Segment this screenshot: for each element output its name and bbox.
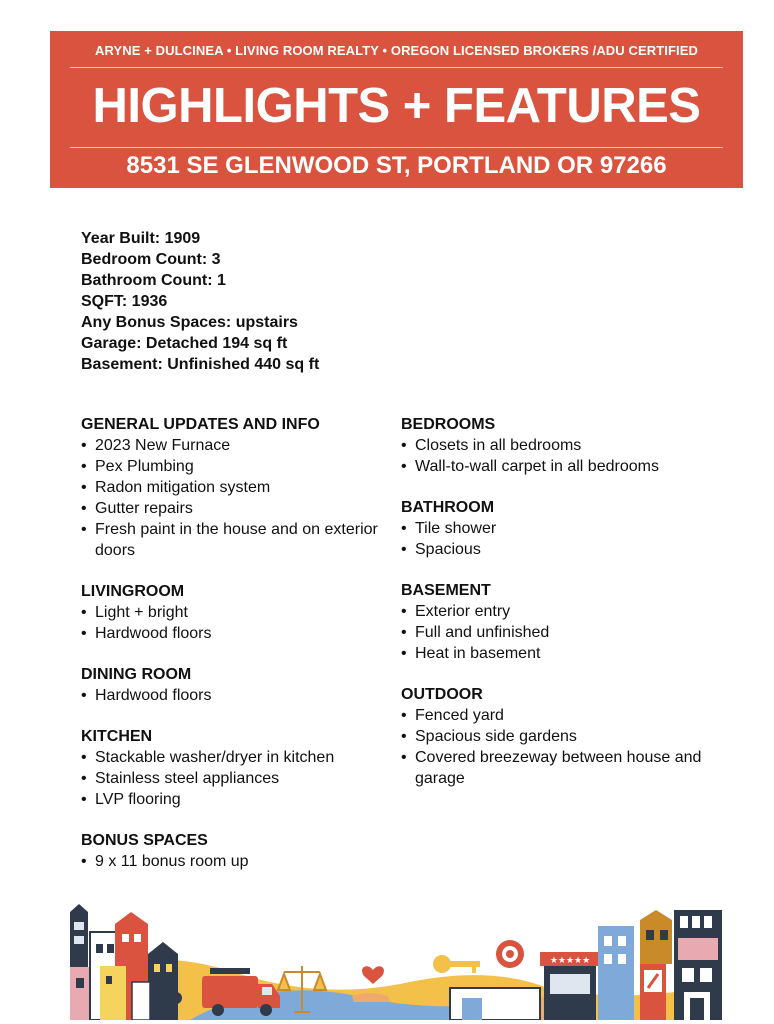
section-bonus-spaces <box>81 830 401 872</box>
page-title: HIGHLIGHTS + FEATURES <box>92 79 701 133</box>
svg-text:★★★★★: ★★★★★ <box>549 956 591 966</box>
list-item: • Stainless steel appliances <box>81 768 401 789</box>
section-dining-room <box>81 664 401 706</box>
list-item: • Stackable washer/dryer in kitchen <box>81 747 401 768</box>
list-item: • Light + bright <box>81 602 401 623</box>
list-item: • 2023 New Furnace <box>81 435 401 456</box>
features-column-left <box>81 414 401 892</box>
section-heading: BEDROOMS <box>401 416 496 433</box>
section-livingroom <box>81 581 401 644</box>
fact-basement: Basement: Unfinished 440 sq ft <box>81 356 320 373</box>
section-heading: LIVINGROOM <box>81 583 185 600</box>
section-heading: BASEMENT <box>401 582 491 599</box>
list-item: • Spacious <box>401 539 721 560</box>
list-item: • Radon mitigation system <box>81 477 401 498</box>
fact-bonus-spaces: Any Bonus Spaces: upstairs <box>81 314 298 331</box>
list-item: • Tile shower <box>401 518 721 539</box>
list-item: • 9 x 11 bonus room up <box>81 851 401 872</box>
fact-bathroom-count: Bathroom Count: 1 <box>81 272 226 289</box>
section-bedrooms <box>401 414 721 477</box>
property-address: 8531 SE GLENWOOD ST, PORTLAND OR 97266 <box>126 152 667 179</box>
section-heading: GENERAL UPDATES AND INFO <box>81 416 320 433</box>
features-column-right <box>401 414 721 809</box>
key-icon <box>433 955 480 973</box>
list-item: • Full and unfinished <box>401 622 721 643</box>
banner-divider-bottom <box>70 147 723 148</box>
section-heading: BATHROOM <box>401 499 495 516</box>
list-item: • Fresh paint in the house and on exterior doors <box>81 519 401 561</box>
section-heading: BONUS SPACES <box>81 832 208 849</box>
list-item: • Hardwood floors <box>81 623 401 644</box>
fact-garage: Garage: Detached 194 sq ft <box>81 335 288 352</box>
heart-hand-icon <box>352 966 390 1002</box>
list-item: • LVP flooring <box>81 789 401 810</box>
header-banner <box>50 31 743 188</box>
fact-year-built: Year Built: 1909 <box>81 230 201 247</box>
section-heading: DINING ROOM <box>81 666 192 683</box>
section-heading: KITCHEN <box>81 728 153 745</box>
section-kitchen <box>81 726 401 810</box>
list-item: • Fenced yard <box>401 705 721 726</box>
list-item: • Hardwood floors <box>81 685 401 706</box>
section-heading: OUTDOOR <box>401 686 483 703</box>
list-item: • Exterior entry <box>401 601 721 622</box>
section-bathroom <box>401 497 721 560</box>
list-item: • Covered breezeway between house and garage <box>401 747 721 789</box>
neighborhood-illustration <box>70 904 722 1020</box>
fact-sqft: SQFT: 1936 <box>81 293 168 310</box>
list-item: • Heat in basement <box>401 643 721 664</box>
list-item: • Pex Plumbing <box>81 456 401 477</box>
list-item: • Closets in all bedrooms <box>401 435 721 456</box>
houses-icon <box>70 904 182 1020</box>
list-item: • Gutter repairs <box>81 498 401 519</box>
section-outdoor <box>401 684 721 789</box>
section-general-updates <box>81 414 401 561</box>
fact-bedroom-count: Bedroom Count: 3 <box>81 251 221 268</box>
sun-icon <box>496 940 524 968</box>
list-item: • Spacious side gardens <box>401 726 721 747</box>
section-basement <box>401 580 721 664</box>
tools-icon <box>640 964 666 1020</box>
property-facts <box>81 228 319 375</box>
brokerage-tagline: ARYNE + DULCINEA • LIVING ROOM REALTY • OREGON LICENSED BROKERS /ADU CERTIFIED <box>94 43 699 58</box>
banner-divider-top <box>70 67 723 68</box>
list-item: • Wall-to-wall carpet in all bedrooms <box>401 456 721 477</box>
